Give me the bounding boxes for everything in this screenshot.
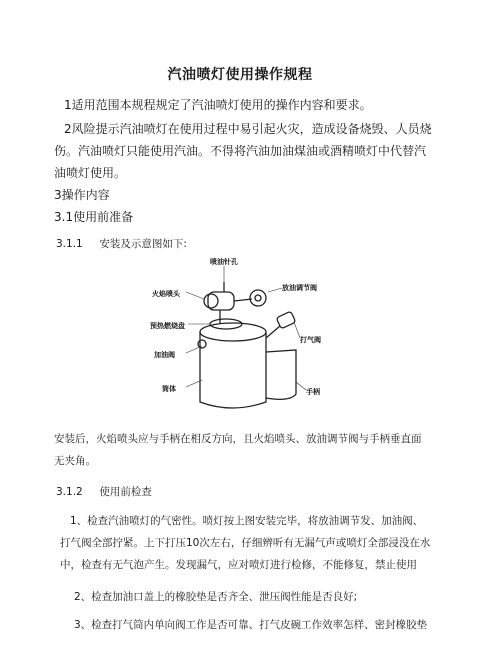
tank-top-shape xyxy=(200,323,266,341)
label-pump-valve: 打气阀 xyxy=(300,336,321,344)
label-handle: 手柄 xyxy=(306,388,320,396)
label-preheat-tray: 预热燃烧盘 xyxy=(150,322,185,330)
flame-head-shape xyxy=(204,294,218,308)
subsection-number: 3.1.1 xyxy=(56,238,83,250)
paragraph-risk-line2: 伤。汽油喷灯只能使用汽油。不得将汽油加油煤油或酒精喷灯中代替汽 xyxy=(54,144,427,158)
check-2: 2、检查加油口盖上的橡胶垫是否齐全、泄压阀性能是否良好; xyxy=(74,591,358,603)
paragraph-scope: 1适用范围本规程规定了汽油喷灯使用的操作内容和要求。 xyxy=(64,98,372,112)
check-1-line2: 打气阀全部拧紧。上下打压10次左右，仔细辨听有无漏气声或喷灯全部浸没在水 xyxy=(60,537,431,549)
label-flame-head: 火焰喷头 xyxy=(152,290,180,298)
check-3: 3、检查打气筒内单向阀工作是否可靠、打气皮碗工作效率怎样、密封橡胶垫 xyxy=(74,619,428,631)
heading-preparation: 3.1使用前准备 xyxy=(54,210,134,224)
subsection-3-1-2 xyxy=(56,484,152,499)
label-oil-valve: 放油调节阀 xyxy=(282,284,317,292)
heading-operation: 3操作内容 xyxy=(54,188,110,202)
paragraph-risk-line3: 油喷灯使用。 xyxy=(54,166,127,180)
label-nozzle-hole: 喷油针孔 xyxy=(210,258,238,266)
subsection-3-1-1 xyxy=(56,236,187,251)
check-1-line1: 1、检查汽油喷灯的气密性。喷灯按上图安装完毕，将放油调节发、加油阀、 xyxy=(70,515,424,527)
subsection-text: 使用前检查 xyxy=(99,486,152,498)
oil-valve-knob-shape xyxy=(250,290,266,306)
subsection-number: 3.1.2 xyxy=(56,486,83,498)
check-1-line3: 中，检查有无气泡产生。发现漏气，应对喷灯进行检修，不能修复，禁止使用 xyxy=(60,559,417,571)
blowtorch-diagram xyxy=(150,252,340,420)
tank-body-shape xyxy=(200,332,266,408)
install-note-line2: 无夹角。 xyxy=(54,455,96,467)
label-fill-valve: 加油阀 xyxy=(154,351,175,359)
paragraph-risk-line1: 2风险提示汽油喷灯在使用过程中易引起火灾，造成设备烧毁、人员烧 xyxy=(64,122,432,136)
document-title: 汽油喷灯使用操作规程 xyxy=(167,67,313,83)
install-note-line1: 安装后，火焰喷头应与手柄在相反方向，且火焰喷头、放油调节阀与手柄垂直面 xyxy=(54,433,422,445)
label-body: 筒体 xyxy=(162,385,176,393)
handle-shape xyxy=(266,350,296,399)
subsection-text: 安装及示意图如下: xyxy=(99,238,187,250)
